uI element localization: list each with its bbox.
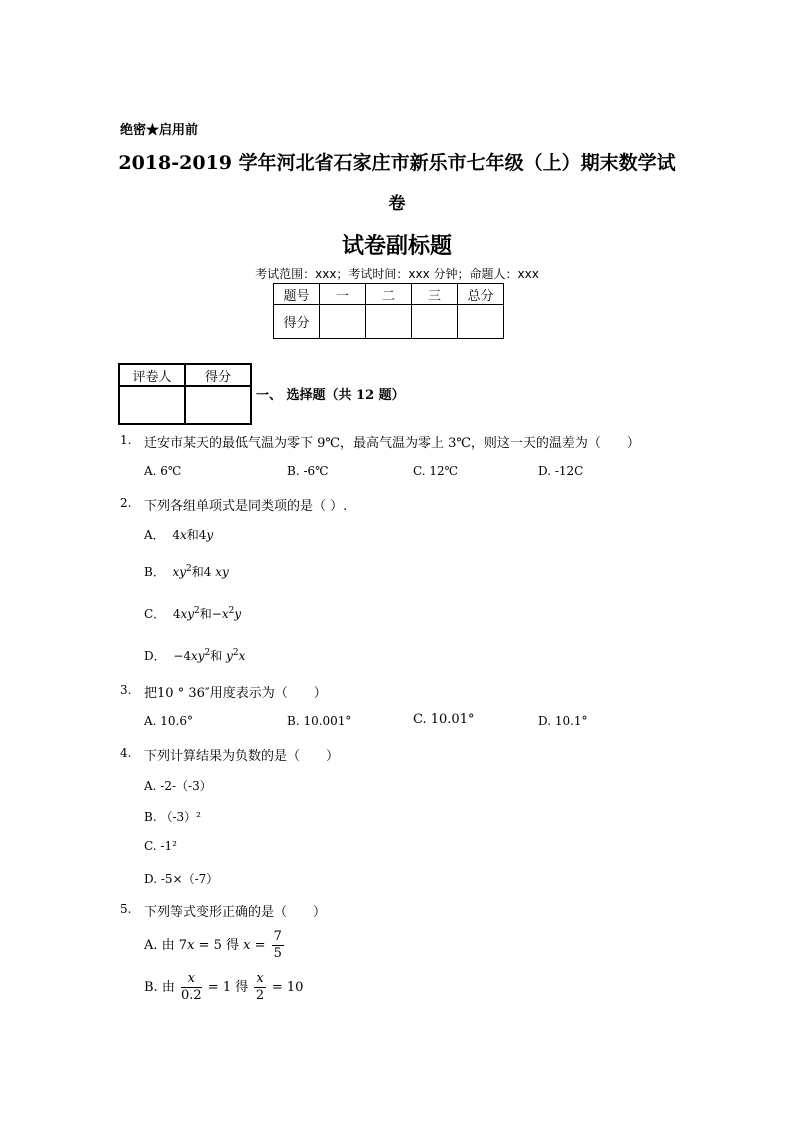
score-cell	[458, 305, 504, 339]
question-text: 下列计算结果为负数的是（ ）	[144, 749, 340, 764]
option-d: D. -5×（-7）	[144, 872, 219, 886]
score-header-cell: 一	[320, 284, 366, 305]
grader-score-cell	[185, 386, 251, 424]
section-title: 一、 选择题（共 12 题）	[256, 388, 405, 403]
score-cell	[366, 305, 412, 339]
option-b: B. 由 $\frac{x}{0.2}$ = 1 得 $\frac{x}{2}$ = 10	[144, 971, 304, 1003]
question-number: 5.	[120, 902, 132, 916]
score-header-cell: 总分	[458, 284, 504, 305]
question-text: 下列各组单项式是同类项的是（ ）.	[144, 499, 348, 514]
option-a: A. 由 7x = 5 得 x = $\frac{7}{5}$	[144, 929, 282, 961]
question-text: 下列等式变形正确的是（ ）	[144, 905, 327, 920]
option-c: C． $4xy^2$和$-x^2y$	[144, 606, 242, 621]
option-a: A． 4x和4y	[144, 528, 214, 542]
option-b: B. （-3）²	[144, 810, 201, 824]
grader-box	[118, 363, 252, 425]
question-number: 1.	[120, 433, 132, 447]
exam-subtitle: 试卷副标题	[341, 234, 452, 259]
grader-label: 评卷人	[119, 364, 185, 386]
question-number: 4.	[120, 746, 132, 760]
option-a: A. 10.6°	[144, 714, 194, 728]
exam-title-line2: 卷	[388, 194, 406, 214]
score-cell	[412, 305, 458, 339]
fraction: $\frac{7}{5}$	[273, 929, 282, 961]
score-table	[273, 283, 504, 339]
option-b: B. -6℃	[287, 464, 329, 478]
confidential-mark: 绝密★启用前	[120, 123, 199, 138]
question-text: 迁安市某天的最低气温为零下 9℃，最高气温为零上 3℃，则这一天的温差为（ ）	[144, 436, 640, 451]
grader-score-label: 得分	[185, 364, 251, 386]
question-number: 3.	[120, 683, 132, 697]
score-header-cell: 题号	[274, 284, 320, 305]
fraction: $\frac{x}{0.2}$	[180, 971, 202, 1003]
option-c: C. -1²	[144, 839, 177, 853]
question-text: 把10 ° 36″用度表示为（ ）	[144, 686, 327, 701]
score-row-label: 得分	[274, 305, 320, 339]
grader-cell	[119, 386, 185, 424]
option-d: D． $-4xy^2$和 $y^2x$	[144, 648, 246, 663]
fraction: $\frac{x}{2}$	[255, 971, 265, 1003]
question-number: 2.	[120, 496, 132, 510]
option-b: B． $xy^2$和4 xy	[144, 564, 229, 579]
option-d: D. -12C	[538, 464, 584, 478]
option-d: D. 10.1°	[538, 714, 588, 728]
option-c: C. 12℃	[413, 464, 459, 478]
option-c: C. 10.01°	[413, 712, 475, 727]
exam-title-line1: 2018-2019 学年河北省石家庄市新乐市七年级（上）期末数学试	[118, 152, 676, 174]
option-a: A. -2-（-3）	[144, 779, 212, 793]
option-b: B. 10.001°	[287, 714, 352, 728]
option-a: A. 6℃	[144, 464, 182, 478]
score-header-cell: 三	[412, 284, 458, 305]
score-cell	[320, 305, 366, 339]
exam-info: 考试范围：xxx；考试时间：xxx 分钟；命题人：xxx	[255, 267, 539, 281]
score-header-cell: 二	[366, 284, 412, 305]
